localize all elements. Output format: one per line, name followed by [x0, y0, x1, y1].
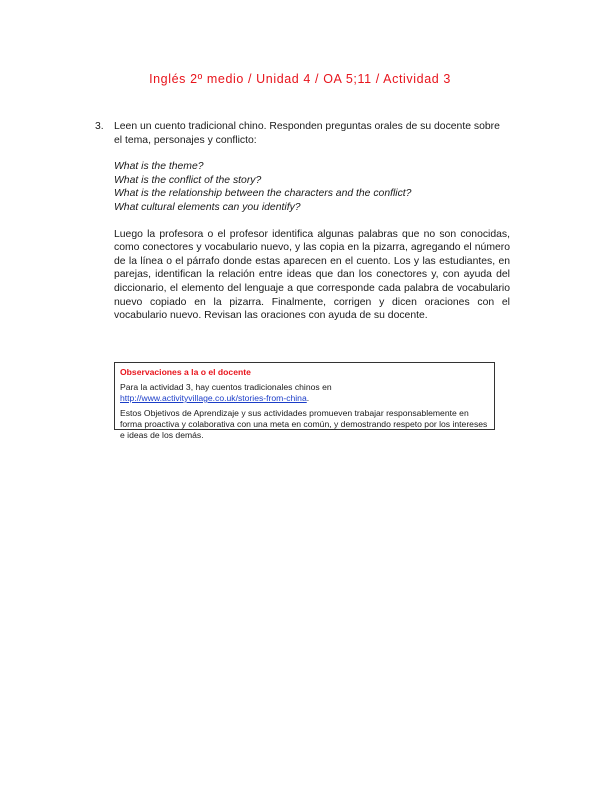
page-title: Inglés 2º medio / Unidad 4 / OA 5;11 / Actividad 3 — [149, 72, 451, 86]
question-item: What is the relationship between the characters and the conflict? — [114, 188, 412, 200]
activity-body — [114, 120, 510, 323]
activity-number: 3. — [95, 121, 104, 132]
question-list — [114, 160, 510, 214]
activity-intro: Leen un cuento tradicional chino. Responden preguntas orales de su docente sobre el tema, personajes y conflicto: — [114, 121, 500, 146]
question-item: What cultural elements can you identify? — [114, 201, 301, 213]
activity-item — [95, 120, 510, 323]
activity-section — [95, 120, 510, 323]
teacher-notes-resource-text: Para la actividad 3, hay cuentos tradicionales chinos en — [120, 382, 332, 392]
teacher-notes-objectives: Estos Objetivos de Aprendizaje y sus actividades promueven trabajar responsablemente en forma proactiva y colaborativa con una meta en común, y demostrando respeto por los intereses e ideas de los demás. — [120, 408, 488, 440]
teacher-notes-box — [114, 362, 495, 440]
link-suffix: . — [306, 393, 310, 403]
question-item: What is the conflict of the story? — [114, 174, 262, 186]
teacher-notes-resource — [120, 382, 489, 404]
teacher-notes-title: Observaciones a la o el docente — [120, 367, 251, 377]
question-item: What is the theme? — [114, 161, 204, 173]
activity-paragraph: Luego la profesora o el profesor identifica algunas palabras que no son conocidas, como conectores y vocabulario nuevo, y las copia en la pizarra, agregando el número de la línea o el párrafo donde estas aparecen en el cuento. Los y las estudiantes, en parejas, identifican la relación entre ideas que dan los conectores y, con ayuda del diccionario, el elemento del lenguaje a que corresponde cada palabra de vocabulario nuevo copiado en la pizarra. Finalmente, corrigen y dicen oraciones con el vocabulario nuevo. Revisan las oraciones con ayuda de su docente. — [114, 228, 510, 322]
stories-link[interactable]: http://www.activityvillage.co.uk/stories-from-china — [120, 393, 307, 403]
